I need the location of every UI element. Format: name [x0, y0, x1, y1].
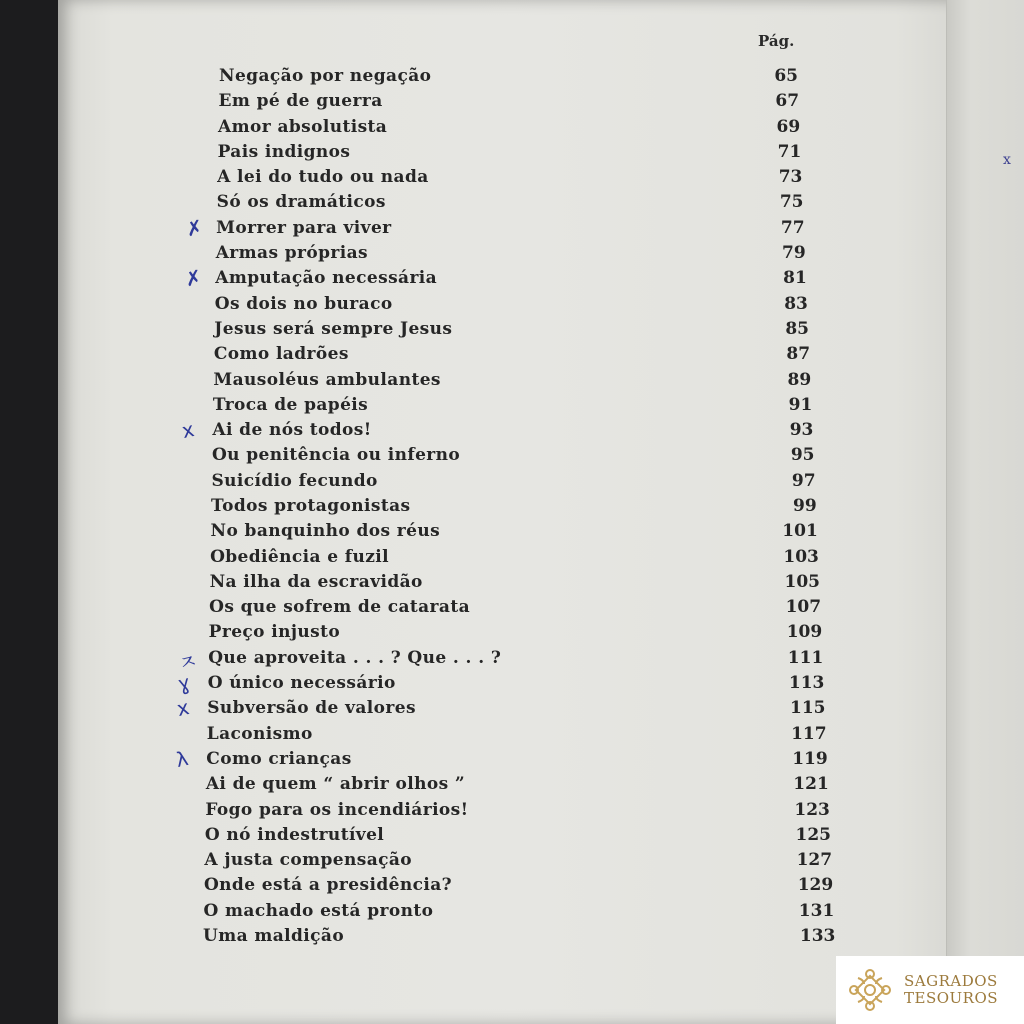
- toc-entry-page: 99: [793, 496, 817, 516]
- toc-entry-title: Amor absolutista: [218, 116, 388, 137]
- toc-entry-title: O nó indestrutível: [204, 824, 385, 845]
- page-column-header: Pág.: [758, 32, 795, 50]
- pen-mark: ㅈ: [176, 647, 201, 676]
- toc-entry-page: 127: [796, 850, 833, 871]
- toc-entry-page: 91: [788, 394, 813, 415]
- toc-entry-title: Amputação necessária: [215, 268, 438, 289]
- toc-entry-page: 69: [776, 116, 801, 137]
- watermark-line1: SAGRADOS: [904, 972, 998, 990]
- toc-entry-title: Que aproveita . . . ? Que . . . ?: [208, 647, 502, 668]
- toc-entry-title: Negação por negação: [219, 66, 432, 86]
- toc-entry-title: Como crianças: [206, 748, 352, 769]
- toc-entry-title: Uma maldição: [203, 926, 345, 946]
- toc-entry-page: 103: [783, 546, 819, 567]
- toc-entry-page: 133: [799, 926, 836, 946]
- pen-mark: ✗: [183, 214, 206, 242]
- toc-entry-page: 125: [795, 824, 831, 845]
- toc-entry-page: 85: [785, 318, 809, 339]
- pen-mark: x: [180, 417, 197, 444]
- toc-entry-title: Ou penitência ou inferno: [211, 445, 461, 466]
- toc-entry-title: Morrer para viver: [216, 217, 392, 238]
- watermark-line2: TESOUROS: [904, 989, 999, 1007]
- toc-entry-title: Fogo para os incendiários!: [205, 799, 469, 820]
- pen-mark: x: [174, 695, 192, 722]
- toc-entry-page: 81: [783, 268, 807, 289]
- toc-entry-title: Troca de papéis: [212, 394, 369, 415]
- toc-entry-page: 113: [788, 673, 825, 694]
- toc-entry-title: No banquinho dos réus: [210, 521, 441, 542]
- toc-entry-title: Ai de quem “ abrir olhos ”: [205, 774, 466, 795]
- toc-entry-page: 109: [786, 622, 823, 643]
- pen-mark: λ: [173, 745, 191, 772]
- toc-entry-title: Em pé de guerra: [218, 91, 383, 112]
- toc-entry-page: 105: [784, 571, 820, 592]
- toc-entry-title: Jesus será sempre Jesus: [214, 318, 453, 339]
- toc-entry-page: 87: [786, 344, 811, 365]
- toc-entry-title: O único necessário: [207, 673, 396, 694]
- toc-entry-title: Preço injusto: [208, 622, 341, 643]
- toc-entry-page: 95: [790, 445, 815, 466]
- toc-entry-page: 101: [782, 521, 818, 542]
- toc-entry-page: 123: [794, 799, 830, 820]
- toc-entry-page: 131: [798, 900, 835, 921]
- toc-entry-page: 67: [775, 91, 800, 112]
- ornament-icon: [846, 966, 894, 1014]
- toc-entry-title: Subversão de valores: [207, 698, 416, 719]
- toc-entry-page: 65: [774, 66, 798, 86]
- facing-page: [946, 0, 1024, 1024]
- pen-mark: ✗: [182, 264, 205, 292]
- toc-entry-title: Na ilha da escravidão: [209, 571, 423, 592]
- toc-entry-title: Obediência e fuzil: [210, 546, 390, 567]
- toc-entry-page: 115: [790, 698, 826, 719]
- toc-entry-title: Como ladrões: [213, 344, 349, 365]
- toc-entry-title: A lei do tudo ou nada: [217, 167, 429, 188]
- toc-entry-title: Os dois no buraco: [214, 293, 393, 314]
- book-page: [58, 0, 968, 1024]
- toc-entry-page: 83: [784, 293, 808, 314]
- toc-entry-page: 121: [793, 774, 829, 795]
- toc-entry-page: 73: [778, 167, 803, 188]
- toc-entry-title: Armas próprias: [215, 243, 369, 264]
- watermark-text: [904, 973, 998, 1007]
- toc-entry-title: Todos protagonistas: [211, 496, 411, 516]
- toc-entry-page: 71: [777, 141, 802, 162]
- toc-entry-title: A justa compensação: [204, 850, 413, 871]
- toc-entry-title: Mausoléus ambulantes: [213, 369, 441, 390]
- toc-entry-page: 93: [789, 420, 814, 441]
- toc-entry-page: 119: [792, 748, 828, 769]
- toc-entry-title: Só os dramáticos: [216, 192, 386, 213]
- toc-entry-title: Onde está a presidência?: [203, 875, 452, 896]
- watermark-logo: [836, 956, 1024, 1024]
- toc-entry-title: Ai de nós todos!: [212, 420, 372, 441]
- toc-entry-page: 79: [782, 243, 806, 264]
- toc-entry-title: O machado está pronto: [203, 900, 434, 921]
- toc-entry-page: 75: [779, 192, 804, 213]
- facing-page-pen-mark: x: [1003, 152, 1011, 168]
- toc-entry-title: Pais indignos: [217, 141, 351, 162]
- toc-entry-title: Suicídio fecundo: [211, 470, 378, 491]
- toc-entry-page: 97: [791, 470, 816, 491]
- toc-entry-page: 89: [787, 369, 812, 390]
- toc-entry-page: 77: [780, 217, 805, 238]
- toc-entry-page: 107: [785, 597, 822, 618]
- toc-entry-title: Laconismo: [206, 723, 313, 744]
- toc-entry-title: Os que sofrem de catarata: [209, 597, 470, 618]
- pen-mark: ɣ: [175, 670, 193, 697]
- toc-entry-page: 129: [797, 875, 834, 896]
- toc-entry-page: 117: [791, 723, 827, 744]
- toc-entry-page: 111: [787, 647, 824, 668]
